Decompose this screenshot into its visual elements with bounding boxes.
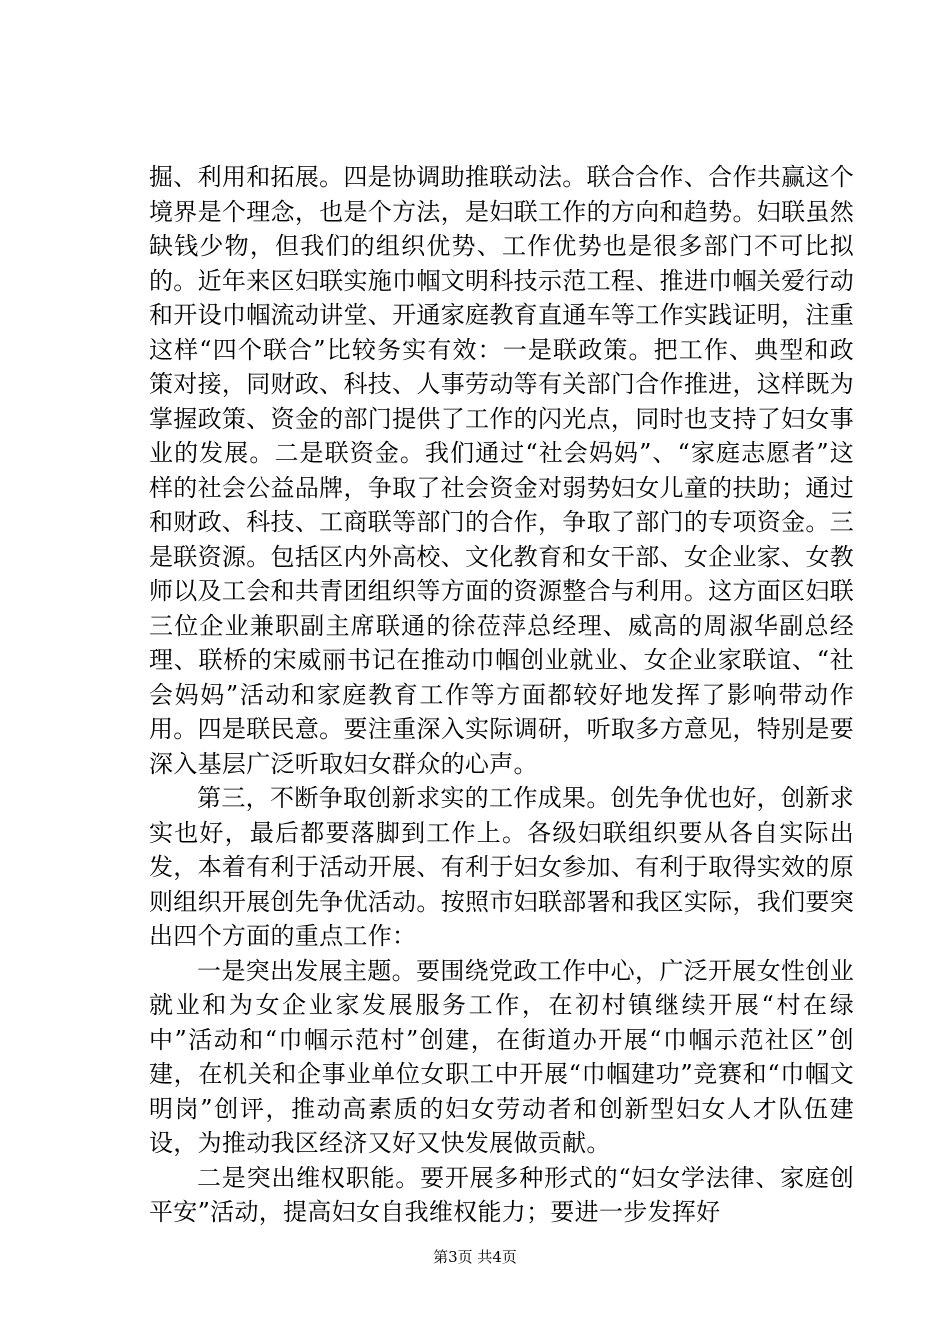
paragraph-1: 掘、利用和拓展。四是协调助推联动法。联合合作、合作共赢这个境界是个理念，也是个方法，是妇联工作的方向和趋势。妇联虽然缺钱少物，但我们的组织优势、工作优势也是很多部门不可比拟的。近年来区妇联实施巾帼文明科技示范工程、推进巾帼关爱行动和开设巾帼流动讲堂、开通家庭教育直通车等工作实践证明，注重这样“四个联合”比较务实有效：一是联政策。把工作、典型和政策对接，同财政、科技、人事劳动等有关部门合作推进，这样既为掌握政策、资金的部门提供了工作的闪光点，同时也支持了妇女事业的发展。二是联资金。我们通过“社会妈妈”、“家庭志愿者”这样的社会公益品牌，争取了社会资金对弱势妇女儿童的扶助；通过和财政、科技、工商联等部门的合作，争取了部门的专项资金。三是联资源。包括区内外高校、文化教育和女干部、女企业家、女教师以及工会和共青团组织等方面的资源整合与利用。这方面区妇联三位企业兼职副主席联通的徐莅萍总经理、威高的周淑华副总经理、联桥的宋威丽书记在推动巾帼创业就业、女企业家联谊、“社会妈妈”活动和家庭教育工作等方面都较好地发挥了影响带动作用。四是联民意。要注重深入实际调研，听取多方意见，特别是要深入基层广泛听取妇女群众的心声。 [149,163,854,778]
page-number-footer: 第3页 共4页 [433,1248,517,1266]
paragraph-3: 一是突出发展主题。要围绕党政工作中心，广泛开展女性创业就业和为女企业家发展服务工作，在初村镇继续开展“村在绿中”活动和“巾帼示范村”创建，在街道办开展“巾帼示范社区”创建，在机关和企事业单位女职工中开展“巾帼建功”竞赛和“巾帼文明岗”创评，推动高素质的妇女劳动者和创新型妇女人才队伍建设，为推动我区经济又好又快发展做贡献。 [149,956,854,1157]
document-body [149,160,854,1230]
paragraph-2: 第三，不断争取创新求实的工作成果。创先争优也好，创新求实也好，最后都要落脚到工作上。各级妇联组织要从各自实际出发，本着有利于活动开展、有利于妇女参加、有利于取得实效的原则组织开展创先争优活动。按照市妇联部署和我区实际，我们要突出四个方面的重点工作： [149,784,854,950]
paragraph-4: 二是突出维权职能。要开展多种形式的“妇女学法律、家庭创平安”活动，提高妇女自我维权能力；要进一步发挥好 [149,1163,854,1226]
